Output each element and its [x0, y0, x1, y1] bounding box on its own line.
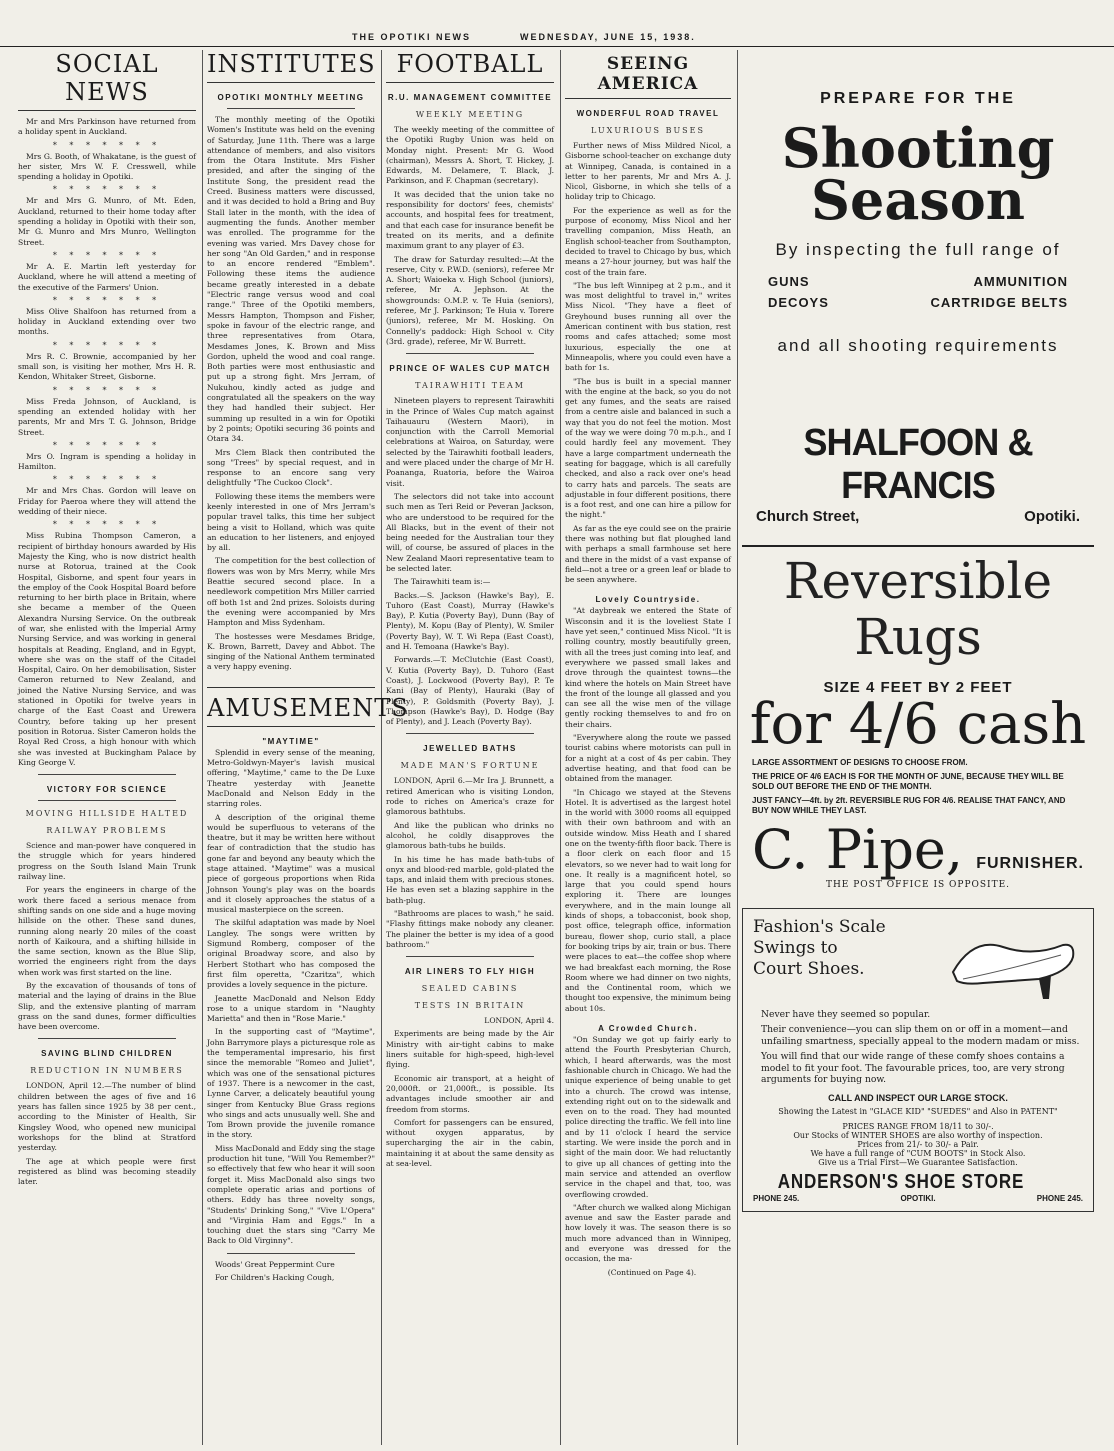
article-paragraph: Experiments are being made by the Air Ministry with air-tight cabins to make liners suitable for high-speed, high-level flying.: [386, 1029, 554, 1070]
ad-price: for 4/6 cash: [749, 692, 1087, 757]
ad-item: AMMUNITION: [973, 274, 1068, 289]
article-heading: PRINCE OF WALES CUP MATCH: [389, 364, 551, 374]
article-paragraph: Comfort for passengers can be ensured, without oxygen apparatus, by supercharging the air in the cabin, maintaining it at about the same density as at sea-level.: [386, 1117, 554, 1169]
ad-text: PRICES RANGE FROM 18/11 to 30/-.: [842, 1122, 994, 1132]
separator: * * * * * * *: [52, 475, 162, 485]
ad-headline: Swings to: [753, 938, 838, 958]
article-paragraph: "On Sunday we got up fairly early to attend the Fourth Presbyterian Church, which, I heard afterwards, was the most fashionable church in Chicago. We had the unique experience of being unable to get into a church. The crowd was intense, extending right out on to the sidewalk and even on to the road. They had mounted police directing the traffic. We fell into line and by 11 o'clock I heard the service starting. We were inside the porch and in sight of the main door. We had reluctantly to give up all chances of getting into the main service and attended an overflow service in the chapel and that, too, was overflowing crowded.: [565, 1035, 731, 1199]
article-heading: JEWELLED BATHS: [423, 744, 517, 754]
article-paragraph: "Bathrooms are places to wash," he said. "Flashy fittings make nobody any cleaner. The plainer the better is my idea of a good bathroom.": [386, 909, 554, 949]
divider: [406, 353, 534, 354]
news-item: Miss Freda Johnson, of Auckland, is spending an extended holiday with her parents, Mr and Mrs T. G. Johnson, Bridge Street.: [18, 396, 196, 437]
article-paragraph: "The bus is built in a special manner with the engine at the back, so you do not get any fumes, and the seats are raised from a centre aisle and balanced in such a way that you do not feel the motion. Most of the way we were doing 70 m.p.h., and I could hardly feel any movement. They have a large compartment underneath the seating for baggage, which is all carefully checked, and also a rack over one's head to carry hats and parcels. The seats are adjustable in four different positions, there is a foot rest, and one can hire a pillow for the night.": [565, 376, 732, 520]
ad-firm-name: C. Pipe,: [752, 818, 964, 881]
article-heading: SAVING BLIND CHILDREN: [41, 1049, 173, 1059]
article-paragraph: For years the engineers in charge of the work there faced a serious menace from shifting sands on one side and a huge moving hillside on the other. These sand dunes, running along nearly 20 miles of the coast north of Kaikoura, and a shifting hillside in the same section, known as the Blue Slip, worried the engineers right from the days when work was first started on the line.: [18, 885, 196, 977]
ad-items-row: [742, 274, 1094, 289]
article-paragraph: Forwards.—T. McClutchie (East Coast), V. Kutia (Poverty Bay), D. Tuhoro (East Coast), J. Lockwood (Poverty Bay), P. Te Kani (Bay of Plenty), Hauraki (Bay of Plenty), P. Goldsmith (Poverty Bay), J. Thompson (Hawke's Bay), D. Hodge (Bay of Plenty), and J. Leach (Poverty Bay).: [386, 655, 554, 727]
article-paragraph: In his time he has made bath-tubs of onyx and blood-red marble, gold-plated the taps, and inlaid them with precious stones. He has even set a blazing sapphire in the bath-plug.: [386, 854, 554, 905]
ad-text: Our Stocks of WINTER SHOES are also worthy of inspection.: [793, 1131, 1043, 1141]
column-rule: [737, 50, 738, 1445]
separator: * * * * * * *: [52, 140, 162, 150]
article-paragraph: Splendid in every sense of the meaning, Metro-Goldwyn-Mayer's lavish musical offering, "Maytime," came to the De Luxe Theatre yesterday with Jeanette MacDonald and Nelson Eddy in the starring roles.: [207, 747, 375, 809]
masthead: [0, 30, 1114, 47]
ad-phone-row: [753, 1194, 1083, 1203]
ad-note: JUST FANCY—4ft. by 2ft. REVERSIBLE RUG FOR 4/6. REALISE THAT FANCY, AND BUY NOW WHILE THEY LAST.: [752, 796, 1066, 815]
ad-text: Showing the Latest in "GLACE KID" "SUEDES" and Also in PATENT": [778, 1107, 1058, 1117]
shoe-advertisement: [742, 908, 1094, 1212]
divider: [38, 1038, 176, 1039]
news-item: Mr A. E. Martin left yesterday for Auckland, where he will attend a meeting of the executive of the Farmers' Union.: [18, 261, 196, 292]
separator: * * * * * * *: [52, 250, 162, 260]
divider: [406, 733, 534, 734]
column-rule: [202, 50, 203, 1445]
continued-note: (Continued on Page 4).: [607, 1267, 697, 1277]
article-paragraph: "Everywhere along the route we passed tourist cabins where motorists can pull in for a night at a cost of 4s per cabin. They advertise heating, and that food can be obtained from the manager.: [565, 733, 731, 784]
article-heading: VICTORY FOR SCIENCE: [46, 785, 168, 795]
news-item: Mr and Mrs G. Munro, of Mt. Eden, Auckland, returned to their home today after spending a holiday in Opotiki with their son, Mr G. Munro and Mrs Munro, Wellington Street.: [18, 196, 196, 247]
article-heading: Lovely Countryside.: [595, 595, 701, 605]
ad-pipe-row: [742, 820, 1094, 880]
ad-note: THE PRICE OF 4/6 EACH IS FOR THE MONTH OF JUNE, BECAUSE THEY WILL BE SOLD OUT BEFORE THE END OF THE MONTH.: [752, 772, 1064, 791]
section-title: SOCIAL NEWS: [18, 50, 196, 111]
article-paragraph: The competition for the best collection of flowers was won by Mrs Merry, while Mrs Beattie secured second place. In a needlework competition Mrs Miller carried off both 1st and 2nd prizes. Soloists during the evening were accompanied by Mrs Hampton and Miss Sydenham.: [207, 556, 375, 628]
ad-headline: Rugs: [854, 608, 982, 666]
news-item: Miss Olive Shalfoon has returned from a holiday in Auckland extending over two months.: [18, 306, 196, 337]
article-dateline: LONDON, April 4.: [484, 1016, 554, 1026]
article-paragraph: It was decided that the union take no responsibility for doctors' fees, chemists' accounts, and hospital fees for treatment, and that each case for insurance benefit be treated on its merits, and a definite maximum grant to any player of £3.: [386, 189, 554, 251]
ad-headline: Fashion's Scale: [753, 917, 886, 937]
separator: * * * * * * *: [52, 295, 162, 305]
article-paragraph: "At daybreak we entered the State of Wisconsin and it is the loveliest State I have yet seen," continued Miss Nicol. "It is rolling country, mostly beautifully green, with all the trees just coming into leaf, and everywhere we passed small lakes and drove through the quaintest towns—the kind where the hotels on Main Street have the front of the lounge all glassed and you can see all the wise men of the village gently rocking themselves to and fro on their chairs.: [565, 606, 731, 729]
article-paragraph: LONDON, April 12.—The number of blind children between the ages of five and 16 years has fallen since 1925 by 38 per cent., according to the Minister of Health, Sir Kingsley Wood, who opened new municipal workshops for the blind at Stratford yesterday.: [18, 1081, 196, 1153]
article-heading: WONDERFUL ROAD TRAVEL: [576, 109, 720, 118]
ad-text: By inspecting the full range of: [775, 240, 1061, 259]
article-paragraph: In the supporting cast of "Maytime", John Barrymore plays a picturesque role as the temperamental impresario, his first since the memorable "Romeo and Juliet", which was one of the sensational pictures of 1937. There is a newcomer in the cast, Lynne Carver, a delicately beautiful young singer from Kentucky Blue Grass regions who sings and acts unusually well. She and Tom Brown provide the juvenile romance in the story.: [207, 1027, 375, 1140]
ad-headline: Shooting: [781, 116, 1055, 180]
shoe-title-block: [753, 917, 886, 1003]
article-paragraph: A description of the original theme would be superfluous to veterans of the theatre, but it may be written here without fear of contradiction that the studio has gone far and beyond any beauty which the stage attained. "Maytime" was a musical piece of gorgeous proportions when Rida Johnson Young's play was on the boards and it closely approaches the status of a musical masterpiece on the screen.: [207, 812, 375, 915]
separator: * * * * * * *: [52, 185, 162, 195]
paper-date: WEDNESDAY, JUNE 15, 1938.: [520, 32, 696, 42]
ad-address-row: [742, 508, 1094, 525]
article-heading: A Crowded Church.: [598, 1024, 698, 1034]
news-item: Miss Rubina Thompson Cameron, a recipient of birthday honours awarded by His Majesty the King, who is now district health nurse at Rotorua, trained at the Cook Hospital, Gisborne, and spent four years in the employ of the Cook Hospital Board before returning to her birth place in Britain, where she became a member of the Queen Alexandra Nursing Service. On the outbreak of war, she enlisted with the Imperial Army Nursing Service, and was working in general hospitals at Reading, England, and in Egypt, where she was on the staff of the Citadel Hospital, Cairo. On her demobilisation, Sister Cameron returned to New Zealand, and joined the Native Nursing Service, and was stationed in Opotiki for twelve years in charge of the East Coast and Urewera Country, before taking up her present position in Rotorua. Sister Cameron holds the Royal Red Cross, a high honour with which she was invested at Buckingham Palace by King George V.: [18, 531, 196, 767]
news-item: Mrs O. Ingram is spending a holiday in Hamilton.: [18, 451, 196, 472]
article-subheading: MOVING HILLSIDE HALTED: [25, 809, 189, 819]
column-rule: [381, 50, 382, 1445]
article-subheading: MADE MAN'S FORTUNE: [400, 761, 540, 771]
article-paragraph: Mrs Clem Black then contributed the song "Trees" by special request, and in response to an encore sang very delightfully "The Cuckoo Clock".: [207, 447, 375, 488]
ad-text: Never have they seemed so popular.: [761, 1009, 931, 1020]
article-paragraph: Science and man-power have conquered in the struggle which for years hindered progress on the South Island Main Trunk railway line.: [18, 841, 196, 882]
article-subheading: LUXURIOUS BUSES: [591, 126, 705, 135]
section-title: SEEING AMERICA: [565, 50, 731, 99]
ad-text: and all shooting requirements: [777, 336, 1059, 355]
separator: * * * * * * *: [52, 340, 162, 350]
article-paragraph: The hostesses were Mesdames Bridge, K. Brown, Barrett, Davey and Abbot. The singing of the National Anthem terminated a very happy evening.: [207, 631, 375, 672]
ad-firm-name: ANDERSON'S SHOE STORE: [777, 1171, 1025, 1194]
advertisements-column: [742, 50, 1094, 1212]
ad-items-row: [742, 295, 1094, 310]
section-title: AMUSEMENTS: [207, 687, 375, 727]
ad-item: DECOYS: [768, 295, 829, 310]
ad-rule: [742, 545, 1094, 547]
article-heading: R.U. MANAGEMENT COMMITTEE: [387, 93, 553, 102]
ad-line: For Children's Hacking Cough,: [215, 1272, 335, 1282]
article-paragraph: Jeanette MacDonald and Nelson Eddy rose to a unique stardom in "Naughty Marietta" and then in "Rose Marie.": [207, 993, 375, 1024]
ad-town: OPOTIKI.: [900, 1194, 936, 1204]
ad-street: Church Street,: [756, 508, 860, 525]
article-paragraph: As far as the eye could see on the prairie there was nothing but flat ploughed land with perhaps a small farmhouse set here and there in the midst of a vast expanse of field—not a tree or a green leaf or blade to be seen anywhere.: [565, 523, 732, 585]
divider: [38, 774, 176, 775]
court-shoe-icon: [943, 917, 1083, 1003]
ad-phone: PHONE 245.: [753, 1194, 800, 1204]
article-paragraph: The selectors did not take into account such men as Teri Reid or Peveran Jackson, who are understood to be required for the All Blacks, but in the event of their not being needed for the Australian tour they will, of course, be assured of places in the New Zealand Maori representative team to be selected later.: [386, 491, 554, 573]
football-column: [386, 50, 554, 1445]
article-paragraph: For the experience as well as for the purpose of economy, Miss Nicol and her travelling companion, Miss Heath, an English school-teacher from Southampton, decided to travel to Chicago by bus, which means a 27-hour journey, but was half the cost of the train fare.: [565, 205, 731, 277]
ad-item: GUNS: [768, 274, 810, 289]
section-title: FOOTBALL: [386, 50, 554, 83]
ad-town: Opotiki.: [1024, 508, 1080, 525]
news-item: Mrs G. Booth, of Whakatane, is the guest of her sister, Mrs W. F. Cresswell, while spending a holiday in Opotiki.: [18, 151, 196, 182]
paper-name: THE OPOTIKI NEWS: [352, 32, 472, 42]
article-paragraph: Nineteen players to represent Tairawhiti in the Prince of Wales Cup match against Taihauauru (Western Maori), in conjunction with the Carroll Memorial celebrations at Wairoa, on Saturday, were selected by the Tairawhiti football leaders, and were placed under the charge of Mr H. Poananga, Ruatoria, before the Wairoa visit.: [386, 396, 554, 488]
ad-text: SIZE 4 FEET BY 2 FEET: [823, 679, 1013, 696]
article-paragraph: Further news of Miss Mildred Nicol, a Gisborne school-teacher on exchange duty at Winnipeg, Canada, is contained in a letter to her parents, Mr and Mrs A. J. Nicol, Gisborne, in which she tells of a holiday trip to Chicago.: [565, 141, 731, 202]
ad-text: We have a full range of "CUM BOOTS" in Stock Also.: [810, 1149, 1026, 1159]
divider: [406, 956, 534, 957]
article-paragraph: "In Chicago we stayed at the Stevens Hotel. It is advertised as the largest hotel in the world with 3000 rooms all equipped with their own bathroom and with an outside window. Miss Heath and I shared one on the twenty-fifth floor back. There is a floor clerk on each floor and 15 elevators, so we never had to wait long for one. It really is a magnificent hotel, so large that you could spend hours exploring it. There are lounges everywhere, and in the main lounge all kinds of shops, a tobacconist, book shop, post office, telegraph office, information bureau, flower shop, curio stall, a place for booking trips by air, train or bus. There were places to eat—the coffee shop where we had breakfast each morning, the Rose Room where we had dinner on two nights, and the Continental room, which we thought too expensive, the minimum being about 10s.: [565, 787, 731, 1013]
article-paragraph: By the excavation of thousands of tons of material and the laying of drains in the Blue Slip, and the extensive planting of marram grass on the sand dunes, former difficulties have been overcome.: [18, 981, 196, 1032]
ad-line: Woods' Great Peppermint Cure: [215, 1259, 335, 1269]
column-rule: [560, 50, 561, 1445]
separator: * * * * * * *: [52, 385, 162, 395]
article-heading: AIR LINERS TO FLY HIGH: [404, 967, 536, 977]
article-paragraph: "The bus left Winnipeg at 2 p.m., and it was most delightful to travel in," writes Miss Nicol. "They have a fleet of Greyhound buses running all over the American continent with bus station, rest rooms and cafes attached; some most luxurious, especially the one at Minneapolis, where you could even have a bath for 1s.: [565, 280, 731, 373]
article-paragraph: The draw for Saturday resulted:—At the reserve, City v. P.W.D. (seniors), referee Mr A. Short; Waioeka v. High School (juniors), referee, Mr A. Jephson. At the showgrounds: O.M.P. v. Te Huia (seniors), referee, Mr J. Parkinson; Te Huia v. Torere (juniors), referee, Mr M. Hosking. On Connelly's paddock: High School v. City (3rd. grade), referee, Mr W. Burrett.: [386, 254, 554, 346]
ad-firm-name: SHALFOON & FRANCIS: [803, 422, 1033, 507]
ad-item: CARTRIDGE BELTS: [930, 295, 1068, 310]
article-paragraph: The weekly meeting of the committee of the Opotiki Rugby Union was held on Monday night. Present: Mr G. Wood (chairman), Messrs A. Short, T. Hickey, J. Edwards, M. Delamere, T. Black, J. Parkinson, and F. Chapman (secretary).: [386, 125, 554, 186]
article-paragraph: Miss MacDonald and Eddy sing the stage production hit tune, "Will You Remember?" so effectively that few who hear it will soon forget it. Miss MacDonald also sings two complete operatic arias and portions of others. Eddy has three novelty songs, "Students' Drinking Song," "Vive L'Opera" and "Virginia Ham and Eggs." In a touching duet the stars sing "Carry Me Back to Old Virginny".: [207, 1143, 375, 1246]
institutes-column: [207, 50, 409, 1445]
social-news-column: [18, 50, 196, 1445]
ad-headline: Court Shoes.: [753, 959, 865, 979]
divider: [38, 800, 176, 801]
article-subheading: SEALED CABINS: [421, 984, 519, 994]
ad-text: CALL AND INSPECT OUR LARGE STOCK.: [828, 1093, 1008, 1104]
divider: [227, 1253, 355, 1254]
article-subheading: WEEKLY MEETING: [415, 110, 525, 119]
ad-heading: PREPARE FOR THE: [820, 90, 1016, 107]
article-paragraph: The skilful adaptation was made by Noel Langley. The songs were written by Sigmund Romberg, composer of the original Broadway score, and also by Herbert Stothart who has composed the first film operetta, "Czaritza", which provides a lovely sequence in the picture.: [207, 918, 375, 990]
seeing-america-column: [565, 50, 731, 1445]
article-paragraph: "After church we walked along Michigan avenue and saw the Easter parade and how lovely it was. The season there is so much more advanced than in Winnipeg, and everyone was dressed for the occasion, the ma-: [565, 1202, 731, 1264]
article-subheading: TAIRAWHITI TEAM: [415, 381, 525, 391]
article-subheading: RAILWAY PROBLEMS: [46, 826, 168, 836]
ad-trade: FURNISHER.: [976, 855, 1084, 872]
separator: * * * * * * *: [52, 520, 162, 530]
ad-headline: Reversible: [783, 552, 1053, 610]
ad-text: Give us a Trial First—We Guarantee Satisfaction.: [818, 1158, 1018, 1168]
news-item: Mr and Mrs Chas. Gordon will leave on Friday for Paeroa where they will attend the wedding of their niece.: [18, 486, 196, 517]
ad-text: Prices from 21/- to 30/- a Pair.: [857, 1140, 979, 1150]
article-paragraph: And like the publican who drinks no alcohol, he coldly disapproves the glamorous bath-tubs he builds.: [386, 820, 554, 851]
news-item: Mr and Mrs Parkinson have returned from a holiday spent in Auckland.: [18, 117, 196, 137]
article-paragraph: Backs.—S. Jackson (Hawke's Bay), E. Tuhoro (East Coast), Murray (Hawke's Bay), P. Kutia (Poverty Bay), Dunn (Bay of Plenty), M. Kopu (Bay of Plenty), W. Smiler (Poverty Bay), W. T. Wi Repa (East Coast), and H. Temoana (Hawke's Bay).: [386, 590, 554, 652]
article-heading: "MAYTIME": [262, 736, 320, 746]
article-subheading: TESTS IN BRITAIN: [414, 1001, 526, 1011]
ad-headline: Season: [810, 168, 1026, 232]
ad-phone: PHONE 245.: [1036, 1194, 1083, 1204]
article-subheading: REDUCTION IN NUMBERS: [30, 1066, 184, 1076]
article-paragraph: The monthly meeting of the Opotiki Women's Institute was held on the evening of Saturday, June 11th. There was a large attendance of members, and also visitors from the Otara Institute. Mrs Fisher presided, and after the singing of the Institute Song, the president read the Creed. Business matters were discussed, and it was decided to hold a Bring and Buy Stall later in the month, with the idea of augmenting the funds. Another member was enrolled. The programme for the evening was varied. Mrs Davey chose for her song "An Old Garden," and in response to an encore rendered "Emblem". Following these items the audience became greatly interested in a debate "Electric range versus wood and coal range." Three of the Opotiki members, Messrs Hampton, Thompson and Fisher, spoke in favour of the electric range, and three representatives from Otara, Mesdames Jones, K. Brown and Miss Gordon, upheld the wood and coal range. Both parties were most enthusiastic and put up a strong fight. Mrs Jerram, of Nukuhou, kindly acted as judge and congratulated all the speakers on the way they had handled their subject. Her summing up resulted in a win for Opotiki by 2 points; Opotiki securing 36 points and Otara 34.: [207, 115, 375, 444]
shoe-header: [753, 917, 1083, 1003]
article-heading: OPOTIKI MONTHLY MEETING: [217, 93, 365, 102]
news-item: Mrs R. C. Brownie, accompanied by her small son, is visiting her mother, Mrs H. R. Kendon, Whitaker Street, Gisborne.: [18, 351, 196, 382]
separator: * * * * * * *: [52, 440, 162, 450]
section-title: INSTITUTES: [207, 50, 375, 83]
article-paragraph: The Tairawhiti team is:—: [394, 577, 491, 587]
article-paragraph: Economic air transport, at a height of 20,000ft. or 21,000ft., is possible. Its advantages include smoother air and freedom from storms.: [386, 1073, 554, 1114]
article-paragraph: LONDON, April 6.—Mr Ira J. Brunnett, a retired American who is visiting London, rode to riches on America's craze for glamorous bathtubs.: [386, 776, 554, 817]
ad-text: You will find that our wide range of these comfy shoes contains a model to fit your foot. The favourable prices, too, are very strong arguments for buying now.: [761, 1051, 1065, 1086]
ad-text: THE POST OFFICE IS OPPOSITE.: [825, 880, 1011, 890]
divider: [227, 108, 355, 109]
ad-text: Their convenience—you can slip them on or off in a moment—and unfailing smartness, specially appeal to the modern madam or miss.: [761, 1024, 1080, 1047]
ad-note: LARGE ASSORTMENT OF DESIGNS TO CHOOSE FROM.: [752, 758, 968, 767]
article-paragraph: The age at which people were first registered as blind was becoming steadily later.: [18, 1156, 196, 1187]
article-paragraph: Following these items the members were keenly interested in one of Mrs Jerram's popular travel talks, this time her subject being a visit to Holland, which was quite an education to her listeners, and enjoyed by all.: [207, 491, 375, 553]
